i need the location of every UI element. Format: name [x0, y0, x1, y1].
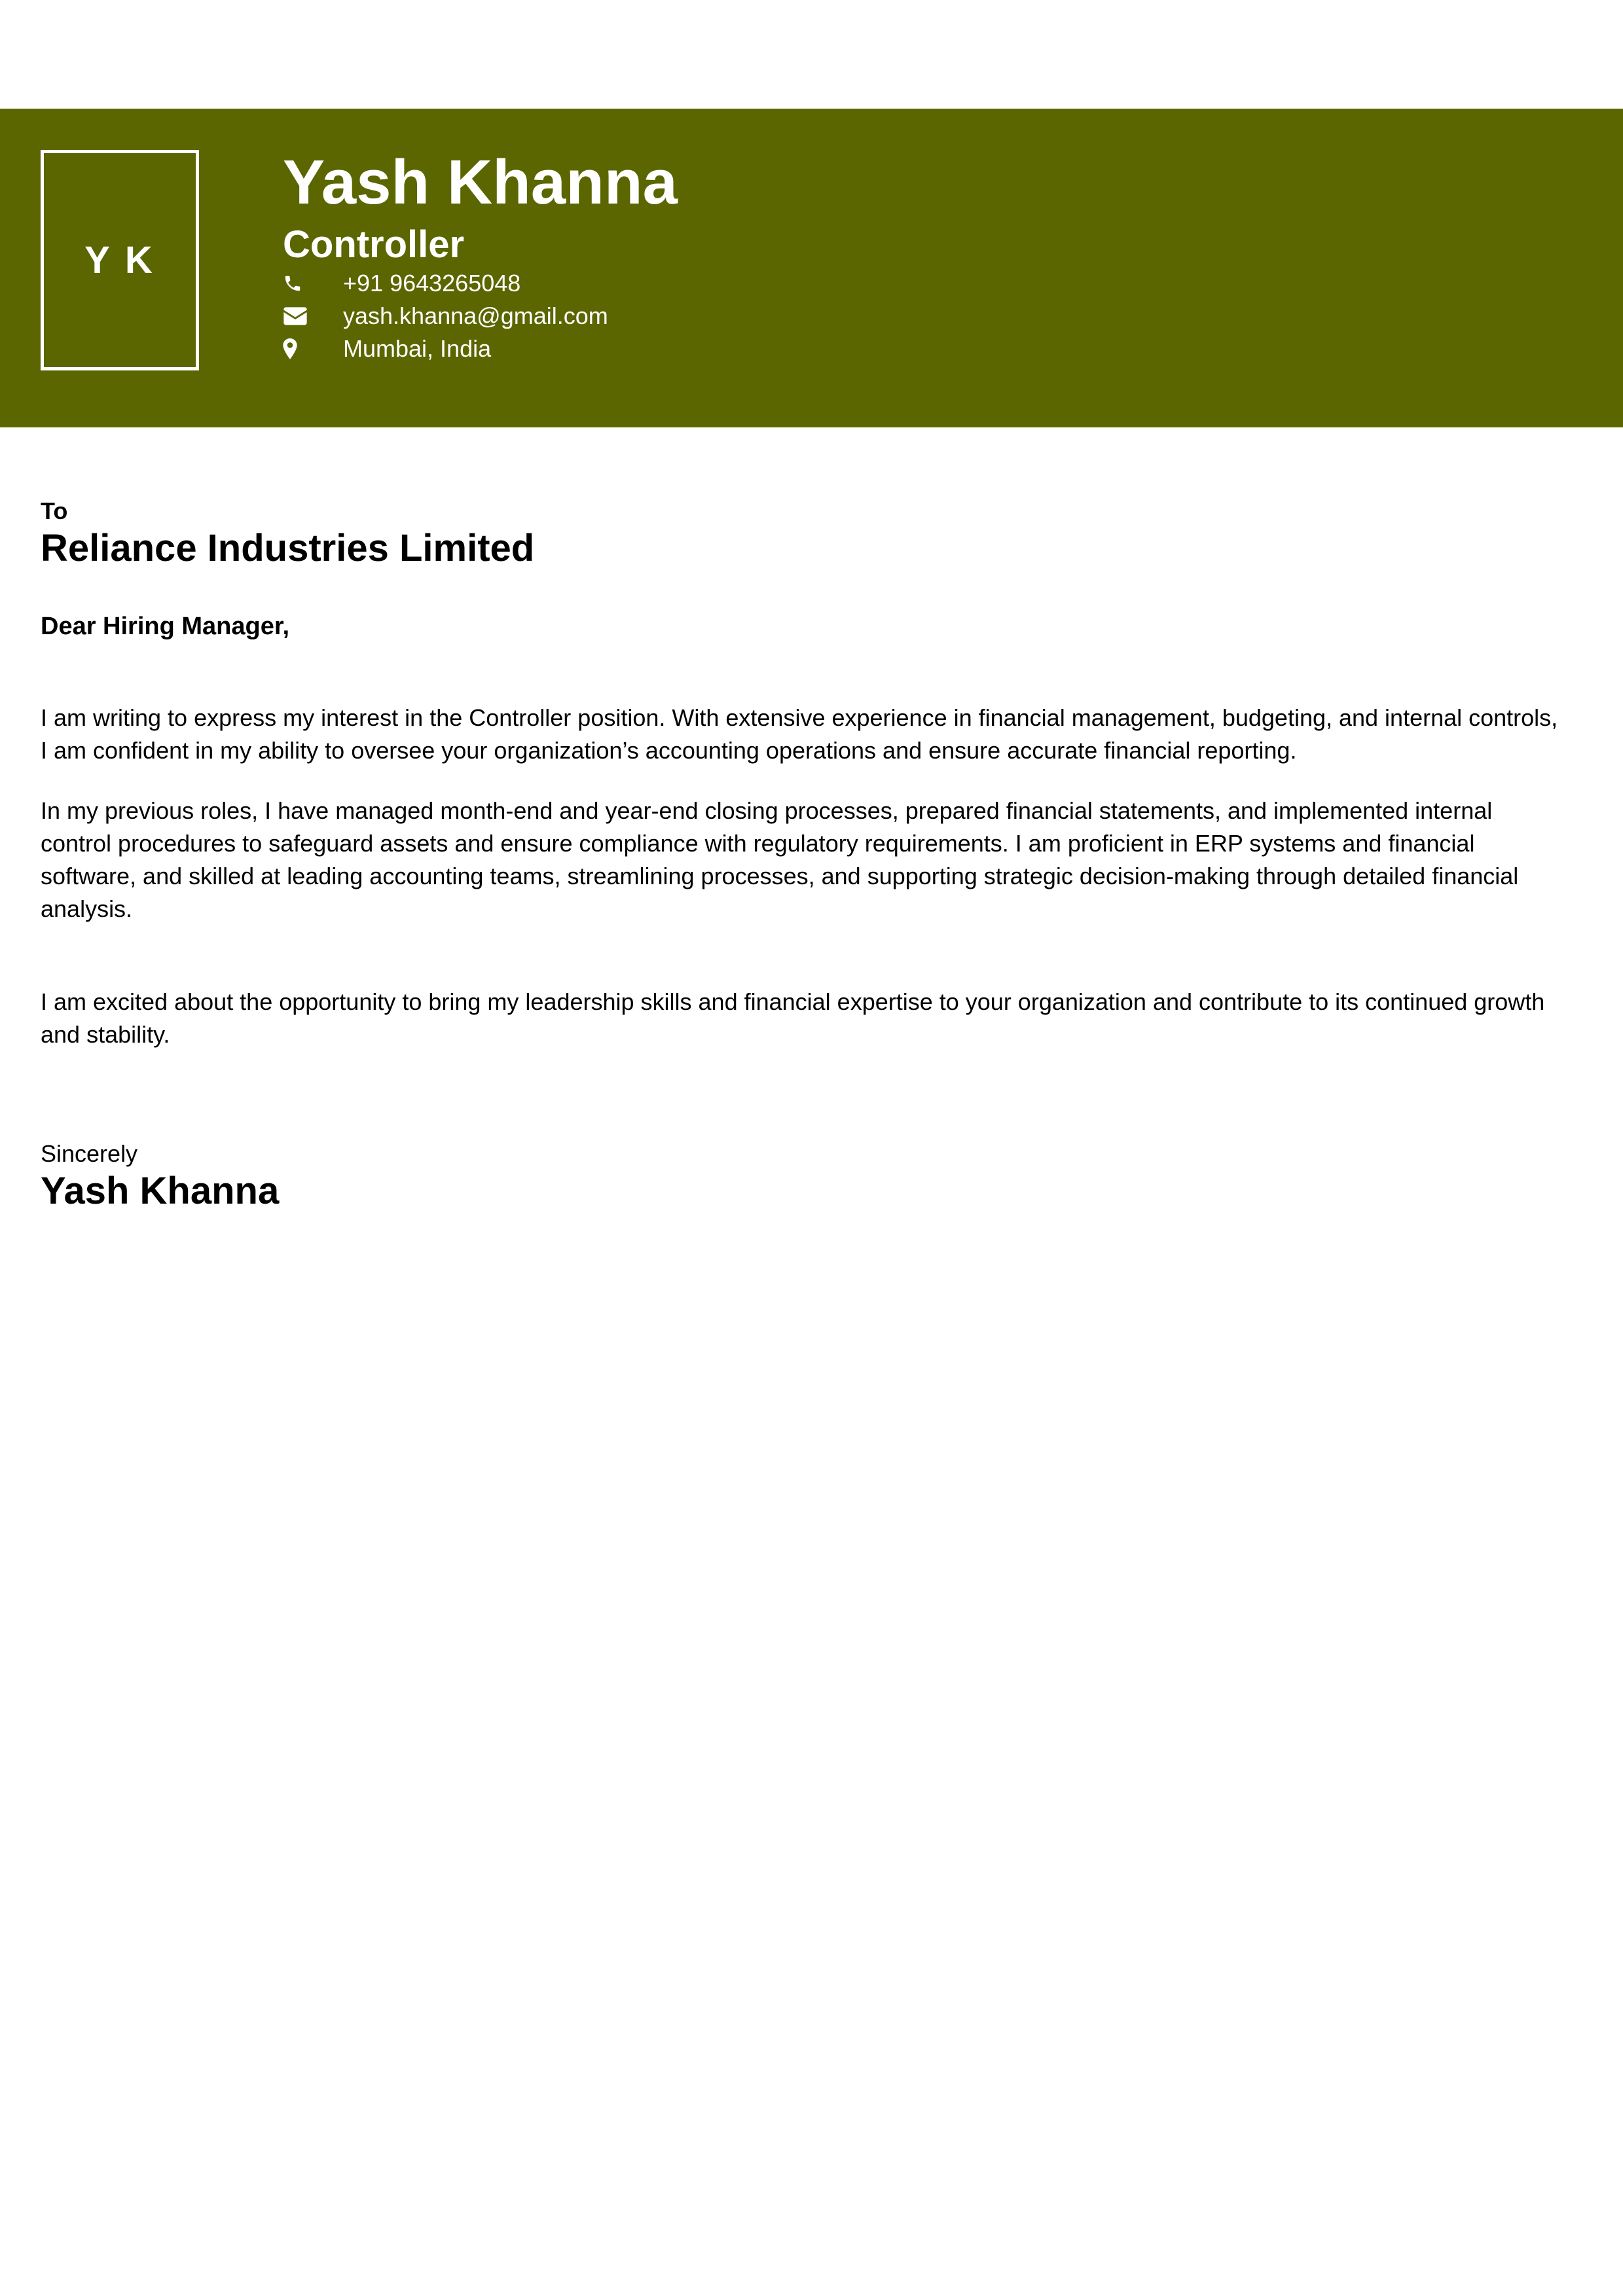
contact-location-text: Mumbai, India — [343, 335, 492, 362]
recipient-company: Reliance Industries Limited — [41, 527, 535, 569]
contact-email — [283, 300, 678, 332]
email-icon — [283, 300, 343, 332]
signoff: Sincerely — [41, 1140, 138, 1167]
header-banner — [0, 109, 1623, 427]
salutation: Dear Hiring Manager, — [41, 613, 290, 640]
contact-email-text: yash.khanna@gmail.com — [343, 302, 608, 329]
monogram-badge: Y K — [41, 150, 199, 370]
contact-phone-text: +91 9643265048 — [343, 270, 521, 296]
phone-icon — [283, 267, 343, 300]
letter-body — [41, 497, 1566, 1213]
contact-location — [283, 332, 678, 365]
location-pin-icon — [283, 332, 343, 365]
body-paragraph-2: In my previous roles, I have managed month-end and year-end closing processes, prepared financial statements, and implemented internal control procedures to safeguard assets and ensure compliance with regulatory requirements. I am proficient in ERP systems and financial software, and skilled at leading accounting teams, streamlining processes, and supporting strategic decision-making through detailed financial analysis. — [41, 797, 1519, 922]
body-paragraph-3: I am excited about the opportunity to bring my leadership skills and financial expertise to your organization and contribute to its continued growth and stability. — [41, 988, 1545, 1048]
recipient-label: To — [41, 497, 68, 524]
signature-name: Yash Khanna — [41, 1170, 280, 1212]
body-paragraph-1: I am writing to express my interest in the Controller position. With extensive experience in financial management, budgeting, and internal controls, I am confident in my ability to oversee your organization’s accounting operations and ensure accurate financial reporting. — [41, 704, 1558, 764]
applicant-name: Yash Khanna — [283, 147, 678, 217]
header-info — [283, 147, 678, 365]
job-title: Controller — [283, 223, 465, 266]
contact-phone — [283, 267, 678, 300]
